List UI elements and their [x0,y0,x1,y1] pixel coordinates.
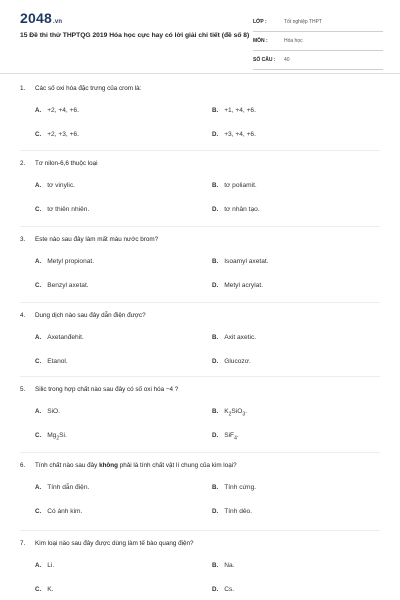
option-text: Glucozơ. [224,358,251,365]
answer-option-b[interactable] [212,562,234,569]
question-stem [20,236,380,248]
option-letter: A. [35,258,42,265]
option-text: Cs. [224,586,235,593]
option-letter: D. [212,282,219,289]
header-divider [0,73,400,74]
option-text: K. [47,586,54,593]
question-text: Kim loại nào sau đây được dùng làm tế bào quang điện? [35,540,194,547]
question-stem [20,386,380,398]
mon-label: MÔN : [253,38,268,44]
option-text: +2, +4, +6. [47,107,79,114]
question-separator [20,226,380,227]
option-letter: A. [35,182,42,189]
answer-option-a[interactable] [35,107,79,114]
question-text: Dung dịch nào sau đây dẫn điện được? [35,312,146,319]
question-text: Este nào sau đây làm mất màu nước brom? [35,236,159,243]
option-text: +2, +3, +6. [47,131,79,138]
question-text: Silic trong hợp chất nào sau đây có số oxi hóa −4 ? [35,386,179,393]
option-letter: D. [212,131,219,138]
answer-option-b[interactable] [212,182,257,189]
option-text: +1, +4, +6. [224,107,256,114]
answer-option-a[interactable] [35,484,89,491]
question-4 [20,312,380,365]
question-stem [20,160,380,172]
option-letter: B. [212,484,219,491]
option-text: tơ vinylic. [47,182,75,189]
exam-title: 15 Đề thi thử THPTQG 2019 Hóa học cực hay có lời giải chi tiết (đề số 8) [20,32,250,39]
option-text: Li. [47,562,55,569]
option-letter: C. [35,432,42,439]
question-number: 2. [20,160,26,167]
option-text: Có ánh kim. [47,508,83,515]
question-7 [20,540,380,593]
option-letter: D. [212,508,219,515]
site-logo[interactable]: 2048.vn [20,10,63,26]
option-letter: D. [212,358,219,365]
option-letter: D. [212,586,219,593]
option-letter: B. [212,107,219,114]
option-letter: A. [35,484,42,491]
option-text: Na. [224,562,235,569]
option-letter: C. [35,586,42,593]
option-text: Isoamyl axetat. [224,258,269,265]
lop-label: LỚP : [253,19,267,25]
option-text: Axetanđehit. [47,334,84,341]
option-text: SiO. [47,408,61,415]
option-text: SiF$_4$. [224,432,239,442]
question-5 [20,386,380,442]
answer-option-d[interactable] [212,282,263,289]
meta-row-mon [253,35,383,51]
question-separator [20,150,380,151]
option-letter: C. [35,131,42,138]
answer-option-c[interactable] [35,131,79,138]
question-text [35,462,237,469]
option-text: $Mg_2Si$. [47,432,67,442]
question-2 [20,160,380,213]
option-text: Metyl acrylat. [224,282,264,289]
answer-option-b[interactable] [212,408,247,417]
question-6 [20,462,380,515]
socau-label: SỐ CÂU : [253,57,276,63]
lop-value: Tốt nghiệp THPT [284,19,322,25]
option-letter: B. [212,334,219,341]
option-letter: C. [35,282,42,289]
question-number: 4. [20,312,26,319]
option-letter: C. [35,358,42,365]
option-letter: B. [212,182,219,189]
question-number: 3. [20,236,26,243]
question-text: Tơ nilon-6,6 thuộc loại [35,160,98,167]
question-1 [20,85,380,138]
answer-option-a[interactable] [35,562,54,569]
question-stem [20,462,380,474]
option-letter: C. [35,206,42,213]
answer-option-c[interactable] [35,586,53,593]
option-letter: D. [212,432,219,439]
answer-option-a[interactable] [35,258,94,265]
answer-option-c[interactable] [35,206,89,213]
answer-option-a[interactable] [35,182,75,189]
answer-option-a[interactable] [35,408,60,415]
question-3 [20,236,380,289]
option-text: Tính dẫn điện. [47,484,90,491]
answer-option-c[interactable] [35,358,68,365]
option-text: tơ nhân tạo. [224,206,260,213]
question-text-emphasis: không [99,462,118,469]
option-letter: A. [35,107,42,114]
answer-option-d[interactable] [212,131,256,138]
question-separator [20,376,380,377]
question-stem [20,312,380,324]
option-text: Etanol. [47,358,68,365]
question-number: 6. [20,462,26,469]
option-text: Benzyl axetat. [47,282,89,289]
option-letter: A. [35,408,42,415]
option-text: Tính cứng. [224,484,257,491]
question-text-part: Tính chất nào sau đây [35,462,100,469]
option-text: $K_2SiO_3$. [224,408,247,418]
answer-option-c[interactable] [35,432,67,441]
answer-option-c[interactable] [35,508,82,515]
option-text: tơ poliamit. [224,182,257,189]
answer-option-d[interactable] [212,206,260,213]
answer-option-b[interactable] [212,334,256,341]
meta-row-socau [253,54,383,70]
option-letter: C. [35,508,42,515]
answer-option-b[interactable] [212,258,269,265]
option-letter: A. [35,562,42,569]
option-text: tơ thiên nhiên. [47,206,90,213]
question-stem [20,540,380,552]
option-letter: A. [35,334,42,341]
option-letter: B. [212,258,219,265]
option-text: Tính dẻo. [224,508,253,515]
question-separator [20,452,380,453]
answer-option-d[interactable] [212,586,234,593]
question-stem [20,85,380,97]
question-separator [20,302,380,303]
question-separator [20,530,380,531]
answer-option-b[interactable] [212,107,256,114]
answer-option-c[interactable] [35,282,89,289]
option-text: +3, +4, +6. [224,131,256,138]
option-letter: B. [212,562,219,569]
question-number: 1. [20,85,26,92]
answer-option-d[interactable] [212,508,252,515]
question-text-part: phải là tính chất vật lí chung của kim loại? [117,462,237,469]
answer-option-d[interactable] [212,358,251,365]
option-letter: B. [212,408,219,415]
option-text: Axit axetic. [224,334,257,341]
answer-option-b[interactable] [212,484,256,491]
option-letter: D. [212,206,219,213]
answer-option-d[interactable] [212,432,239,441]
mon-value: Hóa học [284,38,303,44]
answer-option-a[interactable] [35,334,84,341]
question-number: 5. [20,386,26,393]
question-number: 7. [20,540,26,547]
option-text: Metyl propionat. [47,258,95,265]
page-header [0,0,400,70]
socau-value: 40 [284,57,290,63]
meta-row-lop [253,16,383,32]
exam-meta [253,16,383,73]
question-text: Các số oxi hóa đặc trưng của crom là: [35,85,142,92]
